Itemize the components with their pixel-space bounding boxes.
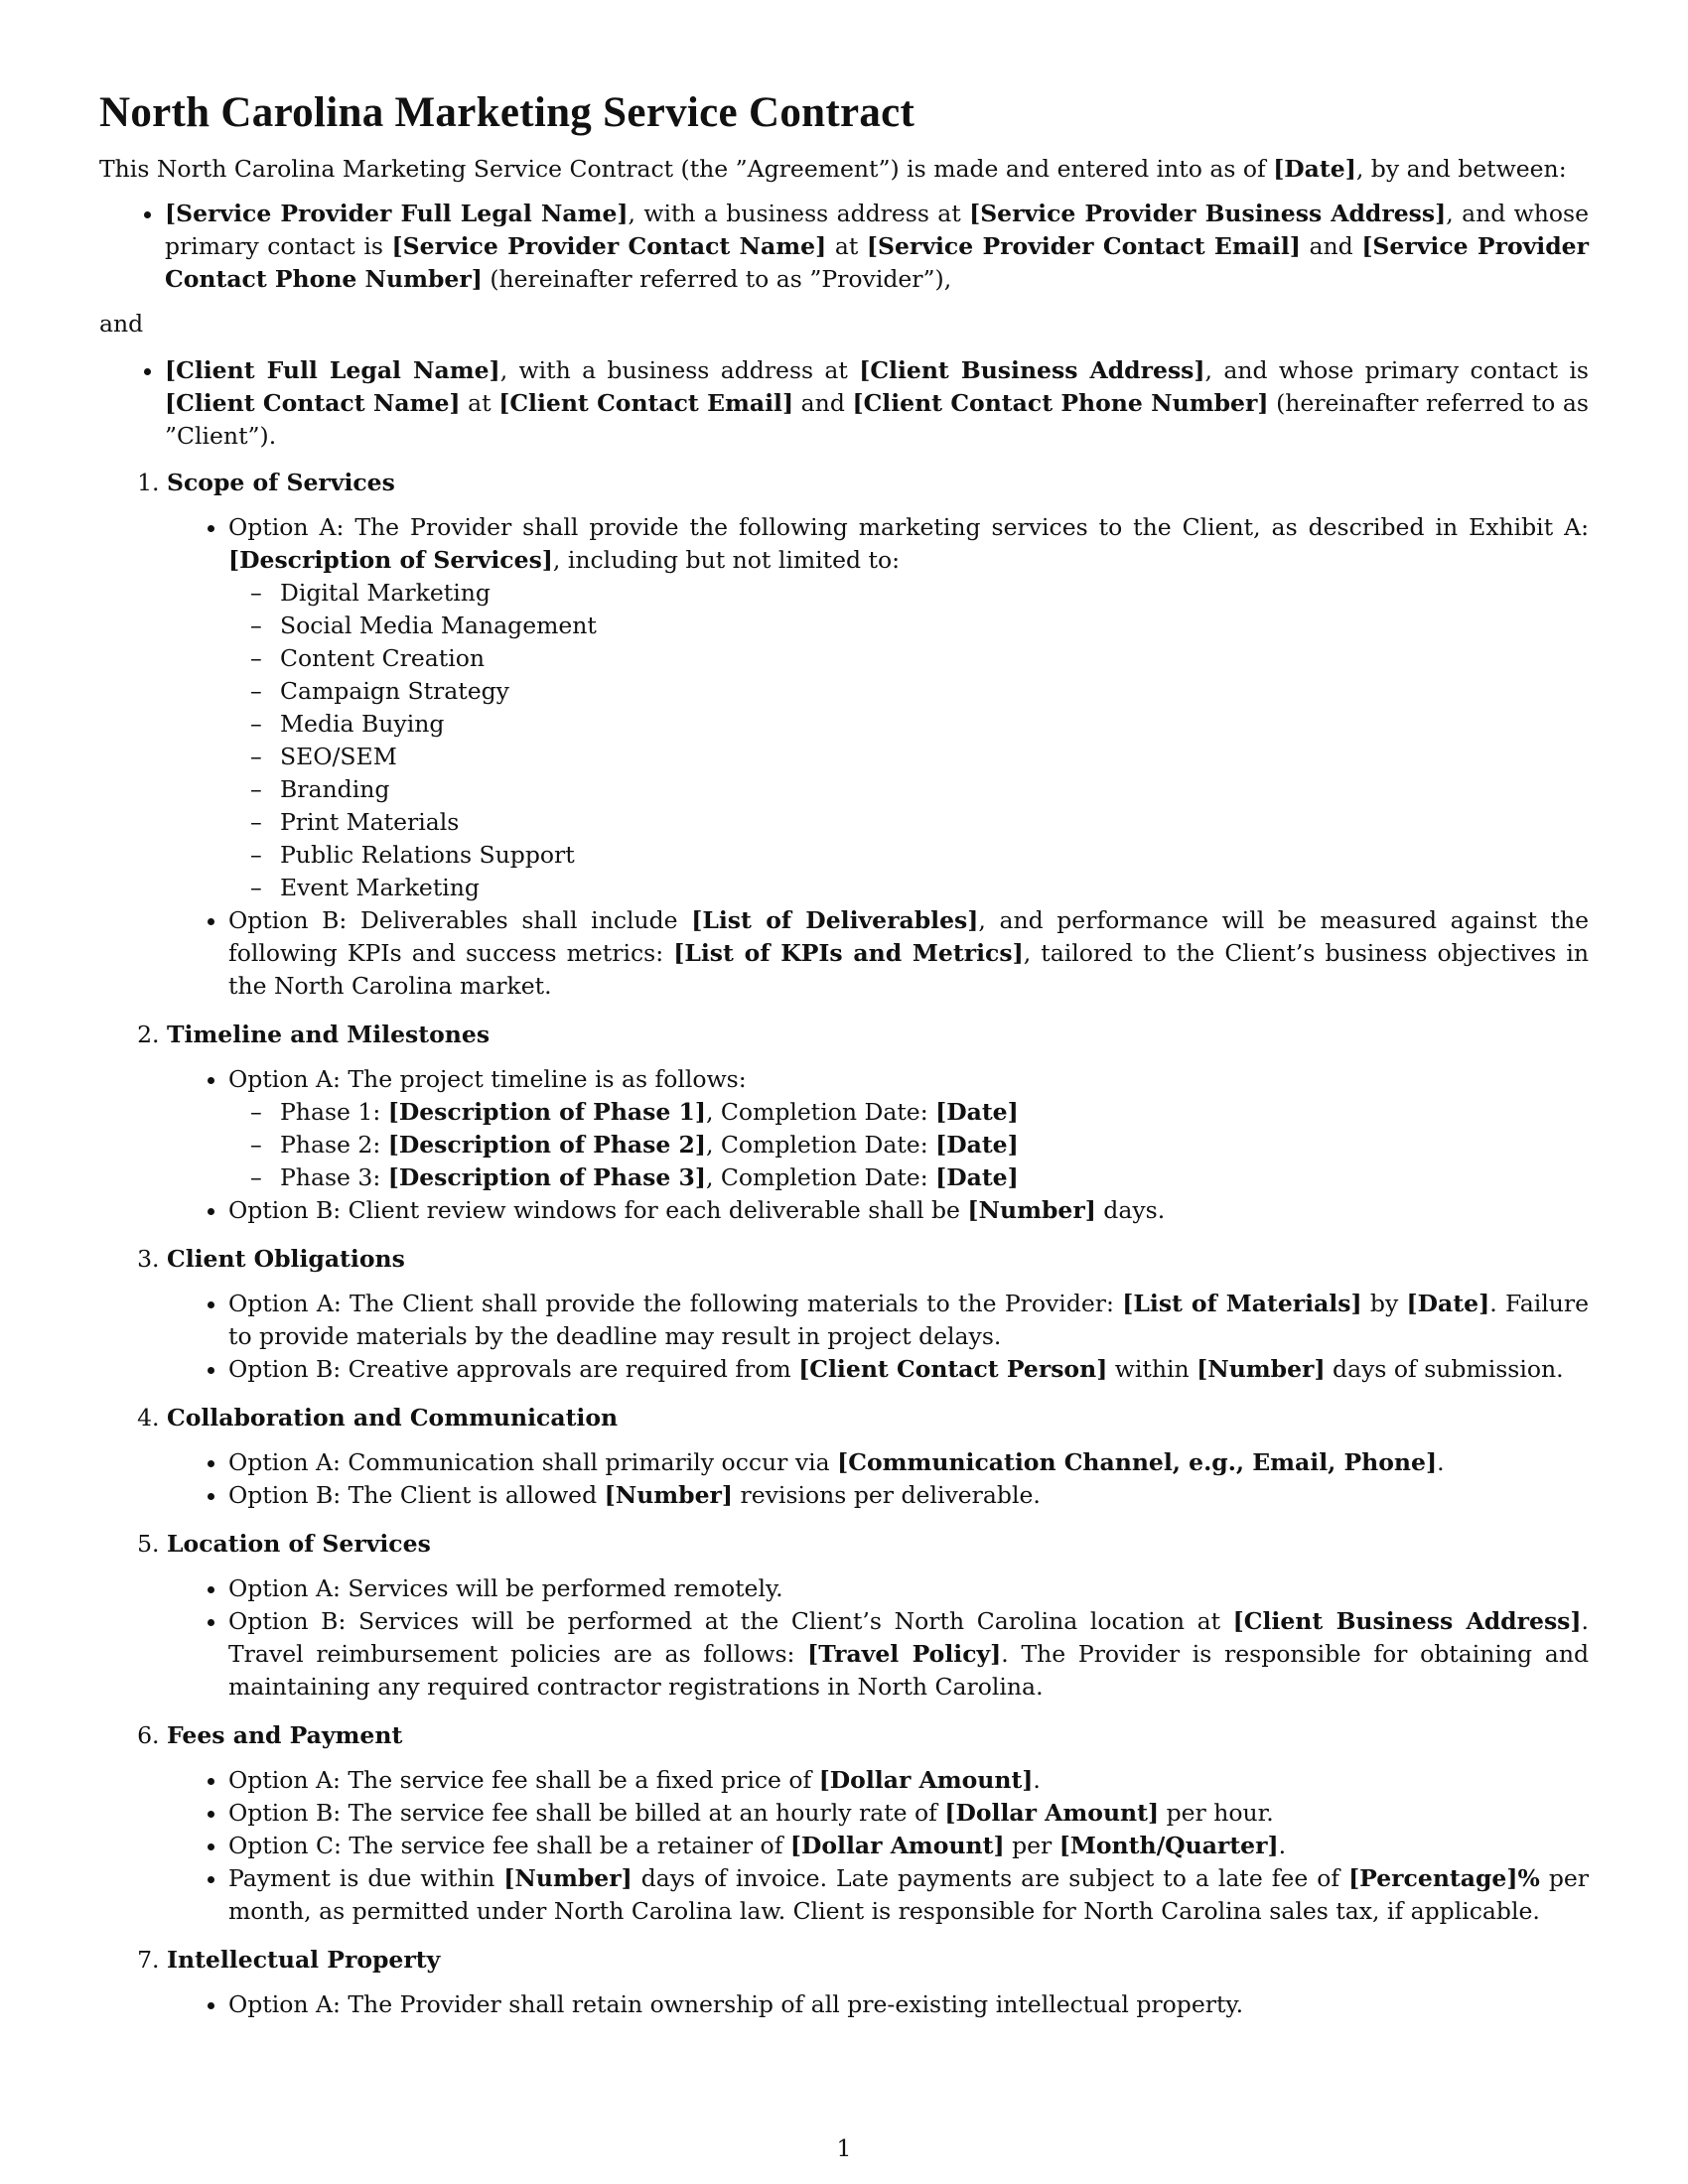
section-title: 3. Client Obligations	[167, 1245, 405, 1273]
payment-terms: • Payment is due within [Number] days of invoice. Late payments are subject to a late fee of [Percentage]% per month, as permitted under North Carolina law. Client is responsible for North Carolina sales tax, if applicable.	[228, 1862, 1589, 1928]
section-title: 5. Location of Services	[167, 1530, 431, 1558]
option-a: • Option A: The service fee shall be a fixed price of [Dollar Amount].	[228, 1764, 1589, 1797]
options-list	[167, 1572, 1589, 1704]
list-item: – Phase 1: [Description of Phase 1], Completion Date: [Date]	[280, 1096, 1589, 1129]
section-scope-of-services	[167, 467, 1589, 1003]
page-number: 1	[836, 2134, 852, 2162]
list-item: – Campaign Strategy	[280, 675, 1589, 708]
client-party: • [Client Full Legal Name], with a business address at [Client Business Address], and whose primary contact is [Client Contact Name] at [Client Contact Email] and [Client Contact Phone Number] (hereinafter referred to as ”Client”).	[165, 354, 1589, 453]
section-fees-and-payment	[167, 1719, 1589, 1928]
and-connector: and	[99, 310, 144, 338]
list-item: – Print Materials	[280, 806, 1589, 839]
option-b: • Option B: Deliverables shall include [List of Deliverables], and performance will be measured against the following KPIs and success metrics: [List of KPIs and Metrics], tailored to the Client’s business objectives in the North Carolina market.	[228, 904, 1589, 1003]
section-title: 6. Fees and Payment	[167, 1721, 403, 1749]
option-b: • Option B: Client review windows for each deliverable shall be [Number] days.	[228, 1194, 1589, 1227]
option-a: • Option A: Services will be performed remotely.	[228, 1572, 1589, 1605]
option-a: • Option A: The Client shall provide the following materials to the Provider: [List of Materials] by [Date]. Failure to provide materials by the deadline may result in project delays.	[228, 1288, 1589, 1353]
list-item: – Phase 2: [Description of Phase 2], Completion Date: [Date]	[280, 1129, 1589, 1161]
document-body	[99, 87, 1589, 2037]
provider-party: • [Service Provider Full Legal Name], with a business address at [Service Provider Business Address], and whose primary contact is [Service Provider Contact Name] at [Service Provider Contact Email] and [Service Provider Contact Phone Number] (hereinafter referred to as ”Provider”),	[165, 198, 1589, 296]
client-party-list	[99, 354, 1589, 453]
page-title: North Carolina Marketing Service Contract	[99, 89, 915, 136]
list-item: – Public Relations Support	[280, 839, 1589, 872]
list-item: – Event Marketing	[280, 872, 1589, 904]
section-timeline-and-milestones	[167, 1019, 1589, 1227]
section-title: 7. Intellectual Property	[167, 1946, 441, 1974]
contract-sections	[99, 467, 1589, 2021]
section-title: 2. Timeline and Milestones	[167, 1021, 491, 1048]
provider-party-list	[99, 198, 1589, 296]
options-list	[167, 1988, 1589, 2021]
list-item: – SEO/SEM	[280, 741, 1589, 773]
option-b: • Option B: The Client is allowed [Number] revisions per deliverable.	[228, 1479, 1589, 1512]
options-list	[167, 1764, 1589, 1928]
list-item: – Media Buying	[280, 708, 1589, 741]
option-a: • Option A: The Provider shall provide the following marketing services to the Client, as described in Exhibit A: [Description of Services], including but not limited to: – Digital Marketing – Social Media Management – Content Creation – Campaign Strategy – Media Buying – SEO/SEM – Branding – Print Materials – Public Relations Support – Event Marketing	[228, 511, 1589, 904]
section-client-obligations	[167, 1243, 1589, 1386]
option-b: • Option B: Services will be performed at the Client’s North Carolina location at [Client Business Address]. Travel reimbursement policies are as follows: [Travel Policy]. The Provider is responsible for obtaining and maintaining any required contractor registrations in North Carolina.	[228, 1605, 1589, 1704]
intro-paragraph: This North Carolina Marketing Service Contract (the ”Agreement”) is made and entered into as of [Date], by and between:	[99, 155, 1567, 183]
option-c: • Option C: The service fee shall be a retainer of [Dollar Amount] per [Month/Quarter].	[228, 1830, 1589, 1862]
section-collaboration-and-communication	[167, 1402, 1589, 1512]
option-a: • Option A: The Provider shall retain ownership of all pre-existing intellectual property.	[228, 1988, 1589, 2021]
section-title: 1. Scope of Services	[167, 469, 395, 496]
list-item: – Phase 3: [Description of Phase 3], Completion Date: [Date]	[280, 1161, 1589, 1194]
options-list	[167, 1063, 1589, 1227]
option-b: • Option B: Creative approvals are required from [Client Contact Person] within [Number] days of submission.	[228, 1353, 1589, 1386]
list-item: – Branding	[280, 773, 1589, 806]
services-list	[228, 577, 1589, 904]
phases-list	[228, 1096, 1589, 1194]
section-title: 4. Collaboration and Communication	[167, 1404, 619, 1432]
placeholder-date: [Date]	[1273, 155, 1356, 183]
options-list	[167, 1288, 1589, 1386]
option-a: • Option A: The project timeline is as follows: – Phase 1: [Description of Phase 1], Completion Date: [Date] – Phase 2: [Description of Phase 2], Completion Date: [Date] – Phase 3: [Description of Phase 3], Completion Date: [Date]	[228, 1063, 1589, 1194]
section-location-of-services	[167, 1528, 1589, 1704]
list-item: – Digital Marketing	[280, 577, 1589, 610]
options-list	[167, 511, 1589, 1003]
option-a: • Option A: Communication shall primarily occur via [Communication Channel, e.g., Email, Phone].	[228, 1446, 1589, 1479]
options-list	[167, 1446, 1589, 1512]
list-item: – Social Media Management	[280, 610, 1589, 642]
section-intellectual-property	[167, 1944, 1589, 2021]
option-b: • Option B: The service fee shall be billed at an hourly rate of [Dollar Amount] per hour.	[228, 1797, 1589, 1830]
list-item: – Content Creation	[280, 642, 1589, 675]
